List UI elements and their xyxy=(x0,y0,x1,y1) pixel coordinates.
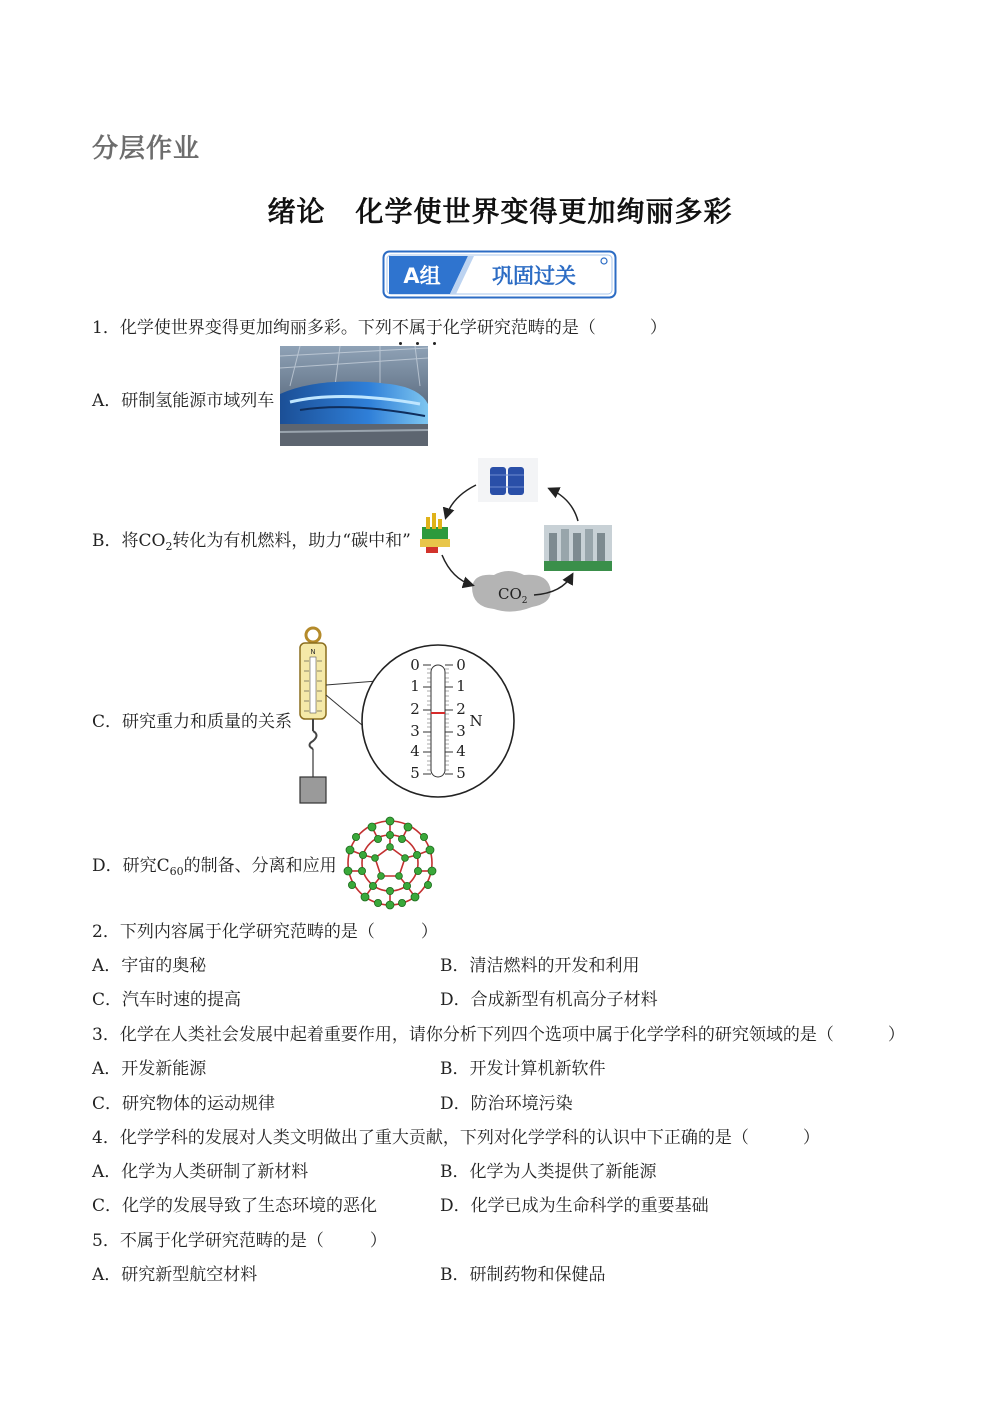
svg-text:4: 4 xyxy=(456,742,466,760)
title-part2: 化学使世界变得更加绚丽多彩 xyxy=(355,195,733,228)
badge-frame-icon xyxy=(382,250,618,300)
group-badge xyxy=(382,250,618,300)
svg-text:3: 3 xyxy=(456,722,466,740)
q4-option-a: A．化学为人类研制了新材料 xyxy=(92,1162,309,1182)
q5-stem: 5．不属于化学研究范畴的是（ ） xyxy=(92,1231,387,1251)
svg-text:2: 2 xyxy=(410,700,420,718)
q1-option-a: A．研制氢能源市域列车 xyxy=(92,391,275,411)
q5-option-a: A．研究新型航空材料 xyxy=(92,1265,258,1285)
q2-option-b: B．清洁燃料的开发和利用 xyxy=(440,956,640,976)
svg-text:1: 1 xyxy=(456,677,466,695)
q2-option-a: A．宇宙的奥秘 xyxy=(92,956,207,976)
section-label: 分层作业 xyxy=(92,134,201,164)
svg-text:5: 5 xyxy=(410,764,420,782)
q1-option-c: C．研究重力和质量的关系 xyxy=(92,712,293,732)
svg-text:3: 3 xyxy=(410,722,420,740)
scale-top-unit: N xyxy=(310,648,316,656)
q4-option-b: B．化学为人类提供了新能源 xyxy=(440,1162,657,1182)
title-part1: 绪论 xyxy=(267,195,326,228)
badge-subtitle-text: 巩固过关 xyxy=(492,264,576,288)
q4-stem: 4．化学学科的发展对人类文明做出了重大贡献，下列对化学学科的认识中下正确的是（ ） xyxy=(92,1128,820,1148)
c60-molecule-image xyxy=(342,815,438,911)
q3-option-a: A．开发新能源 xyxy=(92,1059,207,1079)
q1-stem: 1．化学使世界变得更加绚丽多彩。下列不属于 化学研究范畴的是（ ） xyxy=(92,313,667,338)
q5-option-b: B．研制药物和保健品 xyxy=(440,1265,606,1285)
svg-text:2: 2 xyxy=(456,700,466,718)
q1-option-d: D．研究$C_{60}$的制备、分离和应用 xyxy=(92,856,337,878)
q3-option-d: D．防治环境污染 xyxy=(440,1094,573,1114)
spring-scale-diagram xyxy=(292,625,522,807)
q3-stem: 3．化学在人类社会发展中起着重要作用，请你分析下列四个选项中属于化学学科的研究领域的是（ ） xyxy=(92,1025,905,1045)
scale-unit: N xyxy=(469,712,483,730)
q1-emphasis: 不属于 xyxy=(392,318,443,338)
svg-text:5: 5 xyxy=(456,764,466,782)
q2-stem: 2．下列内容属于化学研究范畴的是（ ） xyxy=(92,922,438,942)
q3-option-c: C．研究物体的运动规律 xyxy=(92,1094,276,1114)
q1-option-b: B．将$CO_2$转化为有机燃料，助力“碳中和” xyxy=(92,531,411,553)
q4-option-d: D．化学已成为生命科学的重要基础 xyxy=(440,1196,709,1216)
co2-label: $CO_2$ xyxy=(498,585,528,606)
train-image xyxy=(280,346,428,446)
carbon-cycle-diagram xyxy=(416,455,616,615)
svg-text:1: 1 xyxy=(410,677,420,695)
q4-option-c: C．化学的发展导致了生态环境的恶化 xyxy=(92,1196,378,1216)
q2-option-d: D．合成新型有机高分子材料 xyxy=(440,990,658,1010)
page-title xyxy=(0,190,1000,230)
badge-group-text: A组 xyxy=(403,264,441,288)
q3-option-b: B．开发计算机新软件 xyxy=(440,1059,606,1079)
svg-text:0: 0 xyxy=(410,656,420,674)
svg-text:4: 4 xyxy=(410,742,420,760)
svg-text:0: 0 xyxy=(456,656,466,674)
q2-option-c: C．汽车时速的提高 xyxy=(92,990,242,1010)
